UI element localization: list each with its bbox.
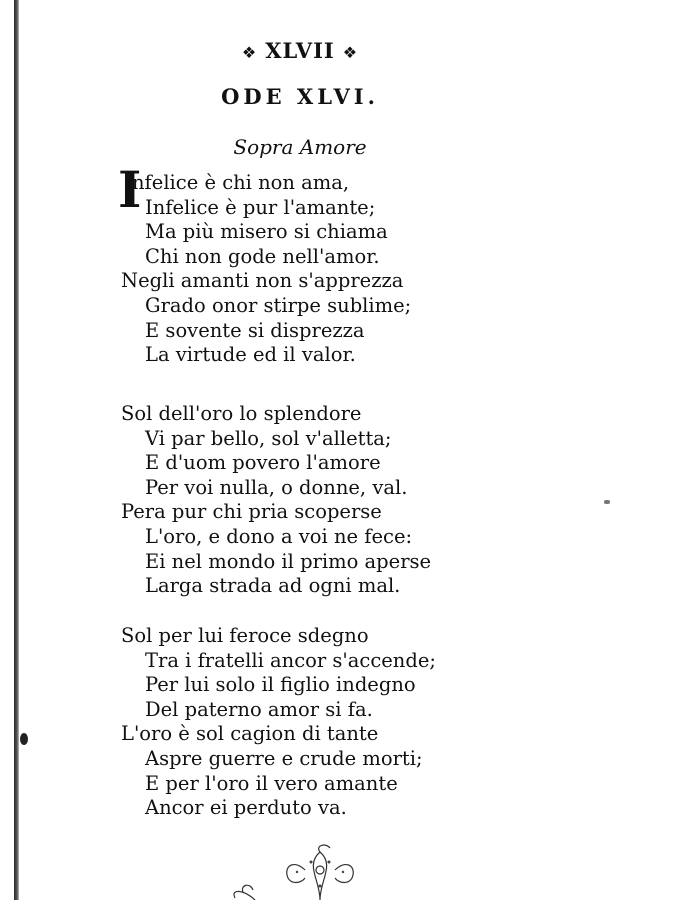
ode-title: ODE XLVI. bbox=[221, 84, 379, 109]
poem-line: Del paterno amor si fa. bbox=[145, 697, 373, 721]
poem-line: Grado onor stirpe sublime; bbox=[145, 293, 412, 317]
ode-subtitle: Sopra Amore bbox=[233, 135, 367, 159]
stanza-2 bbox=[121, 402, 541, 599]
poem-line: Infelice è pur l'amante; bbox=[145, 195, 376, 219]
poem-line: Per voi nulla, o donne, val. bbox=[145, 475, 408, 499]
page-number-heading bbox=[0, 38, 600, 63]
poem-line: Pera pur chi pria scoperse bbox=[121, 500, 382, 524]
poem-line: Larga strada ad ogni mal. bbox=[145, 574, 401, 598]
poem-line: Aspre guerre e crude morti; bbox=[145, 746, 423, 770]
poem-line: E sovente si disprezza bbox=[145, 318, 365, 342]
poem-line: E per l'oro il vero amante bbox=[145, 771, 398, 795]
ink-speck bbox=[604, 500, 610, 504]
ornament-left-icon: ❖ bbox=[241, 43, 258, 62]
first-line-text: nfelice è chi non ama, bbox=[132, 171, 350, 194]
poem-line: Ei nel mondo il primo aperse bbox=[145, 549, 432, 573]
poem-line: Chi non gode nell'amor. bbox=[145, 244, 380, 268]
poem-line: Vi par bello, sol v'alletta; bbox=[145, 426, 392, 450]
poem-line: L'oro, e dono a voi ne fece: bbox=[145, 524, 413, 548]
drop-cap-initial: I bbox=[118, 160, 142, 219]
ornament-right-icon: ❖ bbox=[342, 43, 359, 62]
poem-line: Ma più misero si chiama bbox=[145, 220, 388, 244]
poem-line: Ancor ei perduto va. bbox=[145, 796, 347, 820]
stanza-1 bbox=[118, 160, 541, 368]
poem-line: Negli amanti non s'apprezza bbox=[121, 269, 404, 293]
poem-line: Tra i fratelli ancor s'accende; bbox=[145, 648, 436, 672]
poem-line: La virtude ed il valor. bbox=[145, 343, 356, 367]
poem-line: Sol per lui feroce sdegno bbox=[121, 624, 369, 647]
page-number: XLVII bbox=[265, 38, 335, 63]
ink-speck bbox=[20, 733, 28, 745]
poem-line: Sol dell'oro lo splendore bbox=[121, 402, 362, 425]
poem-line: E d'uom povero l'amore bbox=[145, 451, 381, 475]
poem-line: Per lui solo il figlio indegno bbox=[145, 673, 416, 697]
stanza-3 bbox=[121, 624, 541, 821]
poem-line: L'oro è sol cagion di tante bbox=[121, 722, 379, 746]
tailpiece-ornament-icon bbox=[225, 840, 415, 900]
